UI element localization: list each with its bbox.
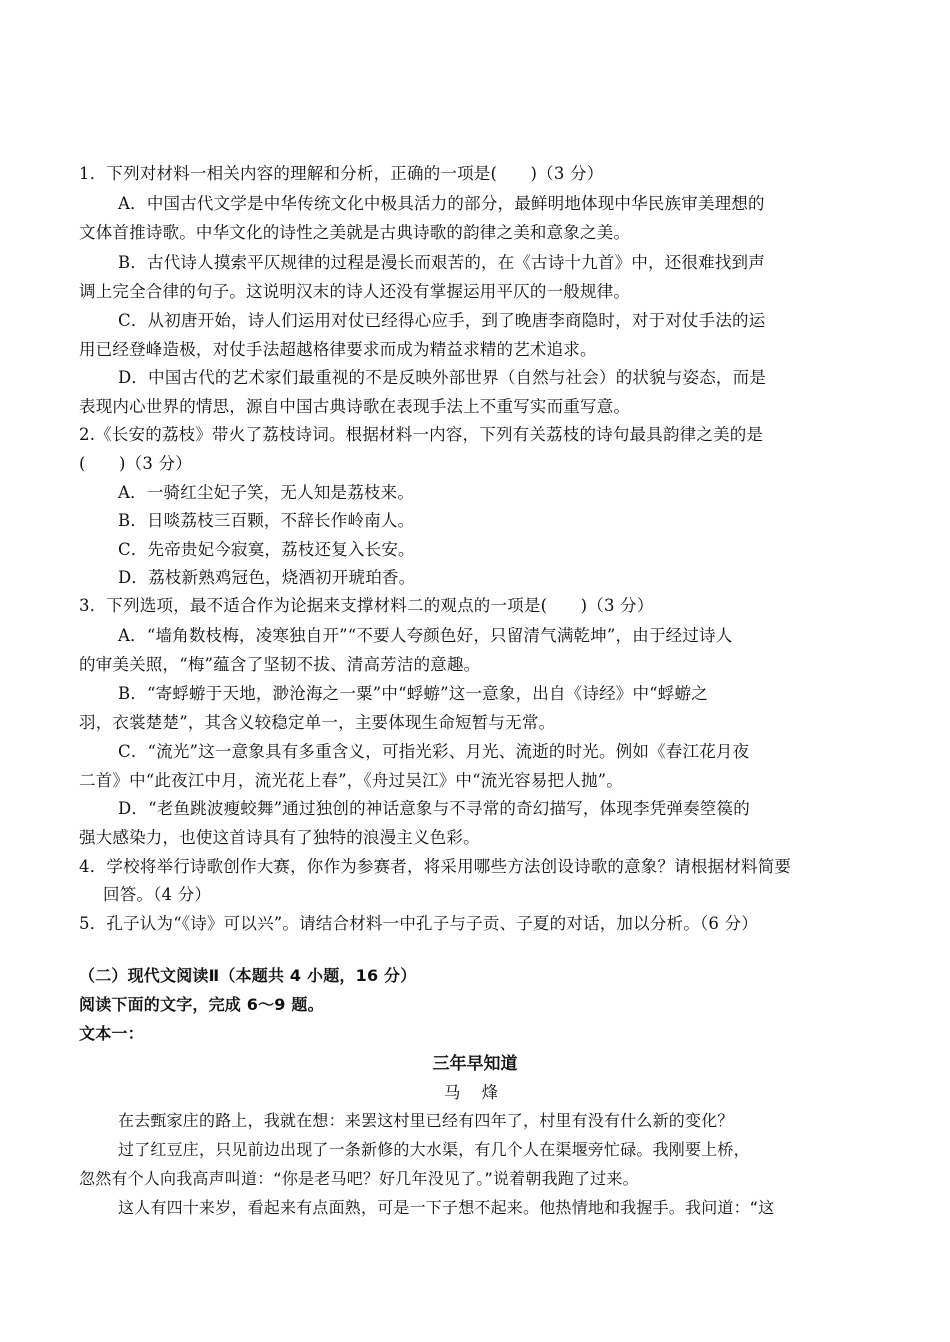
q2-option-a: A．一骑红尘妃子笑，无人知是荔枝来。 [118, 483, 415, 502]
q1-option-b-line2: 调上完全合律的句子。这说明汉末的诗人还没有掌握运用平仄的一般规律。 [79, 282, 631, 301]
q4-line2: 回答。（4 分） [103, 885, 212, 904]
story-title: 三年早知道 [432, 1054, 518, 1074]
q3-option-a-line1: A．“墙角数枝梅，凌寒独自开”“不要人夸颜色好，只留清气满乾坤”，由于经过诗人 [118, 626, 733, 645]
q2-option-b: B．日啖荔枝三百颗，不辞长作岭南人。 [118, 511, 415, 530]
story-paragraph-3-line1: 这人有四十来岁，看起来有点面熟，可是一下子想不起来。他热情地和我握手。我问道：“这 [118, 1198, 775, 1217]
q3-option-d-line2: 强大感染力，也使这首诗具有了独特的浪漫主义色彩。 [79, 828, 480, 847]
q1-option-d-line2: 表现内心世界的情思，源自中国古典诗歌在表现手法上不重写实而重写意。 [79, 397, 631, 416]
q1-option-d-line1: D．中国古代的艺术家们最重视的不是反映外部世界（自然与社会）的状貌与姿态，而是 [118, 368, 767, 387]
q3-option-d-line1: D．“老鱼跳波瘦蛟舞”通过独创的神话意象与不寻常的奇幻描写，体现李凭弹奏箜篌的 [118, 799, 750, 818]
story-paragraph-2-line1: 过了红豆庄，只见前边出现了一条新修的大水渠，有几个人在渠堰旁忙碌。我刚要上桥， [118, 1140, 750, 1159]
q1-option-c-line2: 用已经登峰造极，对仗手法超越格律要求而成为精益求精的艺术追求。 [79, 340, 597, 359]
q3-option-c-line2: 二首》中“此夜江中月，流光花上春”，《舟过吴江》中“流光容易把人抛”。 [79, 771, 623, 790]
text-label: 文本一： [79, 1024, 144, 1043]
q1-option-a-line2: 文体首推诗歌。中华文化的诗性之美就是古典诗歌的韵律之美和意象之美。 [79, 223, 631, 242]
q5-line1: 5．孔子认为“《诗》可以兴”。请结合材料一中孔子与子贡、子夏的对话，加以分析。（6 分） [79, 914, 758, 933]
q2-option-d: D．荔枝新熟鸡冠色，烧酒初开琥珀香。 [118, 568, 416, 587]
q2-stem-line1: 2.《长安的荔枝》带火了荔枝诗词。根据材料一内容，下列有关荔枝的诗句最具韵律之美的是 [79, 425, 764, 444]
q3-option-a-line2: 的审美关照，“梅”蕴含了坚韧不拔、清高芳洁的意趣。 [79, 655, 481, 674]
section-heading: （二）现代文阅读Ⅱ（本题共 4 小题，16 分） [79, 966, 417, 985]
story-paragraph-2-line2: 忽然有个人向我高声叫道：“你是老马吧？好几年没见了。”说着朝我跑了过来。 [79, 1169, 639, 1188]
q2-stem-line2: ( )（3 分） [79, 454, 192, 473]
q3-option-b-line1: B．“寄蜉蝣于天地，渺沧海之一粟”中“蜉蝣”这一意象，出自《诗经》中“蜉蝣之 [118, 684, 708, 703]
q1-option-a-line1: A．中国古代文学是中华传统文化中极具活力的部分，最鲜明地体现中华民族审美理想的 [118, 194, 765, 213]
q3-option-c-line1: C．“流光”这一意象具有多重含义，可指光彩、月光、流逝的时光。例如《春江花月夜 [118, 742, 750, 761]
story-paragraph-1: 在去甄家庄的路上，我就在想：来罢这村里已经有四年了，村里有没有什么新的变化？ [118, 1111, 734, 1130]
q2-option-c: C．先帝贵妃今寂寞，荔枝还复入长安。 [118, 540, 415, 559]
q3-option-b-line2: 羽，衣裳楚楚”，其含义较稳定单一，主要体现生命短暂与无常。 [79, 713, 556, 732]
q1-option-c-line1: C．从初唐开始，诗人们运用对仗已经得心应手，到了晚唐李商隐时，对于对仗手法的运 [118, 311, 766, 330]
q3-stem: 3．下列选项，最不适合作为论据来支撑材料二的观点的一项是( )（3 分） [79, 596, 654, 615]
q1-option-b-line1: B．古代诗人摸索平仄规律的过程是漫长而艰苦的，在《古诗十九首》中，还很难找到声 [118, 253, 765, 272]
q4-line1: 4．学校将举行诗歌创作大赛，你作为参赛者，将采用哪些方法创设诗歌的意象？请根据材料简要 [79, 857, 792, 876]
q1-stem: 1．下列对材料一相关内容的理解和分析，正确的一项是( )（3 分） [79, 164, 604, 183]
section-instruction: 阅读下面的文字，完成 6～9 题。 [79, 995, 324, 1014]
story-author: 马 烽 [443, 1083, 507, 1102]
